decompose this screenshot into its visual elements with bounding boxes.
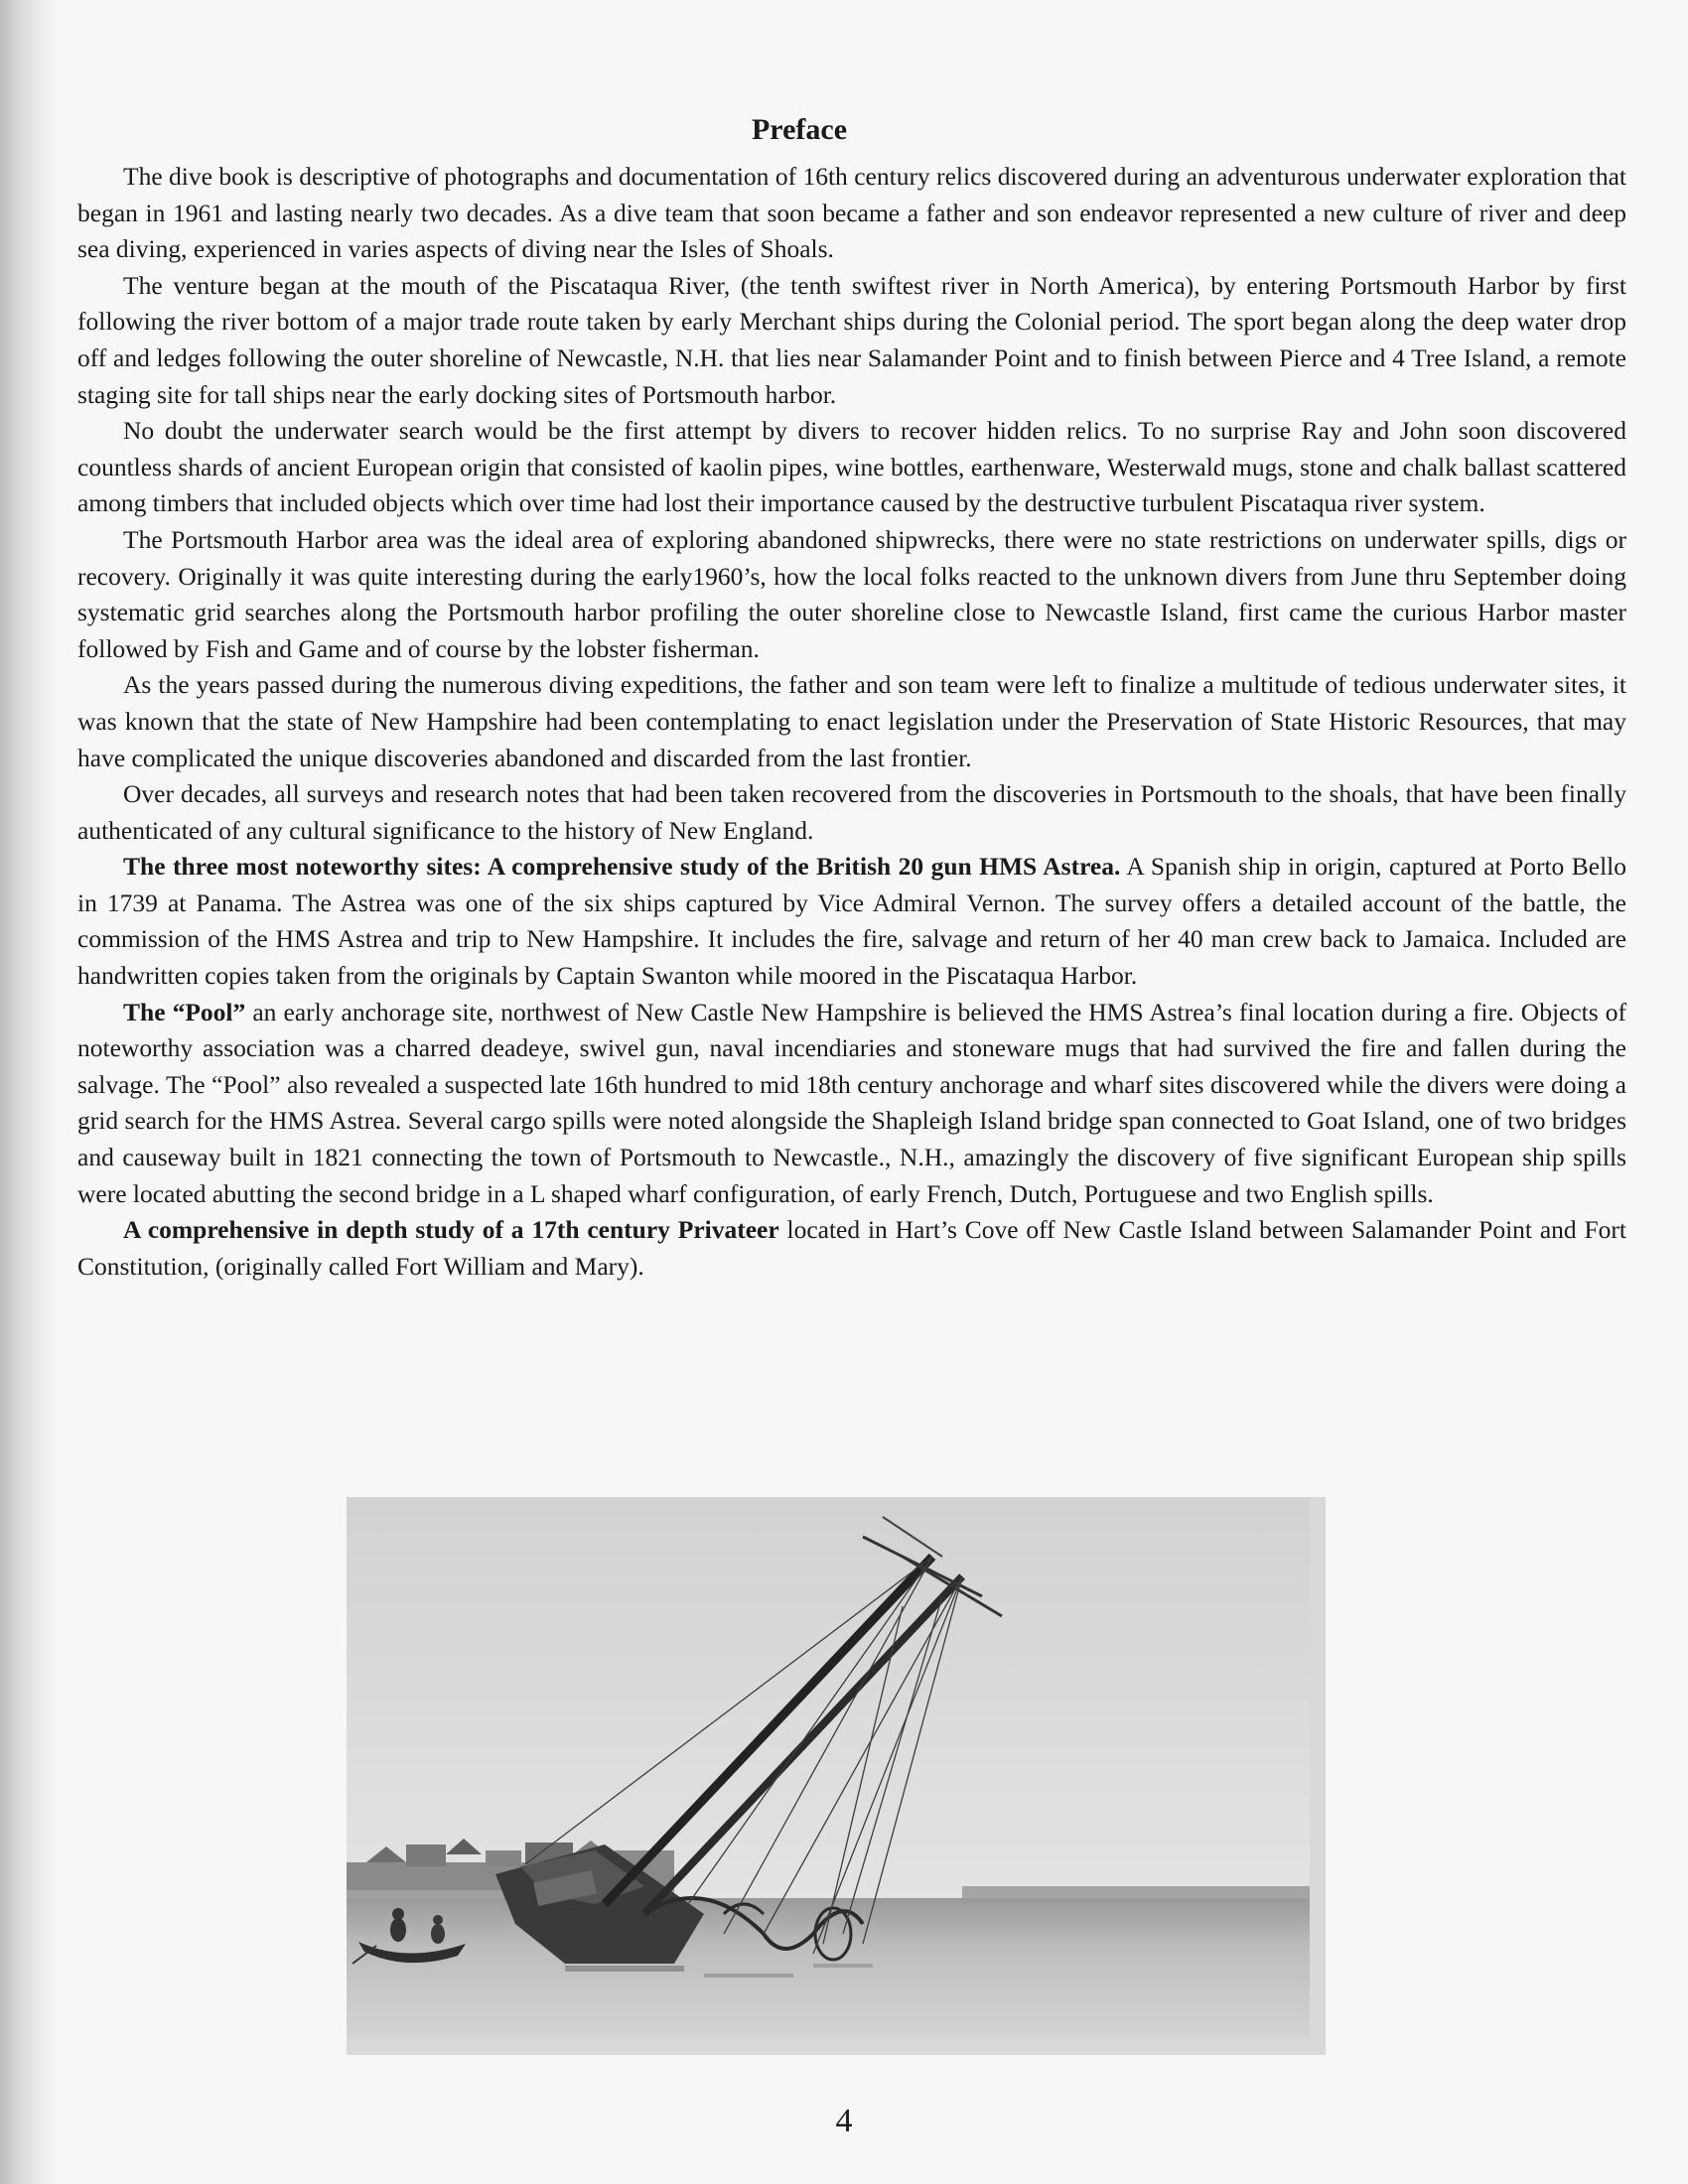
page-number: 4: [835, 2103, 853, 2139]
paragraph-years: As the years passed during the numerous diving expeditions, the father and son team were left to finalize a multitude of tedious underwater sites, it was known that the state of New Hampshire had been contemplating to enact legislation under the Preservation of State Historic Resources, that may have complicated the unique discoveries abandoned and discarded from the last frontier.: [77, 670, 1626, 772]
paragraph-intro: The dive book is descriptive of photographs and documentation of 16th century relics discovered during an adventurous underwater exploration that began in 1961 and lasting nearly two decades. As a dive team that soon became a father and son endeavor represented a new culture of river and deep sea diving, experienced in varies aspects of diving near the Isles of Shoals.: [77, 162, 1626, 264]
photo-frame: [347, 1497, 1326, 2055]
paragraph-privateer: A comprehensive in depth study of a 17th century Privateer located in Hart’s Cove off New Castle Island between Salamander Point and Fort Constitution, (originally called Fort William and Mary).: [77, 1215, 1626, 1281]
paragraph-venture: The venture began at the mouth of the Piscataqua River, (the tenth swiftest river in North America), by entering Portsmouth Harbor by first following the river bottom of a major trade route taken by early Merchant ships during the Colonial period. The sport began along the deep water drop off and ledges following the outer shoreline of Newcastle, N.H. that lies near Salamander Point and to finish between Pierce and 4 Tree Island, a remote staging site for tall ships near the early docking sites of Portsmouth harbor.: [77, 270, 1626, 409]
paragraph-search: No doubt the underwater search would be the first attempt by divers to recover hidden relics. To no surprise Ray and John soon discovered countless shards of ancient European origin that consisted of kaolin pipes, wine bottles, earthenware, Westerwald mugs, stone and chalk ballast scattered among timbers that included objects which over time had lost their importance caused by the destructive turbulent Piscataqua river system.: [77, 416, 1626, 518]
shipwreck-illustration: [347, 1497, 1310, 2039]
page-binding-shadow: [0, 0, 60, 2184]
paragraph-pool: The “Pool” an early anchorage site, northwest of New Castle New Hampshire is believed the HMS Astrea’s final location during a fire. Objects of noteworthy association was a charred deadeye, swivel gun, naval incendiaries and stoneware mugs that had survived the fire and fallen during the salvage. The “Pool” also revealed a suspected late 16th hundred to mid 18th century anchorage and wharf sites discovered while the divers were doing a grid search for the HMS Astrea. Several cargo spills were noted alongside the Shapleigh Island bridge span connected to Goat Island, one of two bridges and causeway built in 1821 connecting the town of Portsmouth to Newcastle., N.H., amazingly the discovery of five significant European ship spills were located abutting the second bridge in a L shaped wharf configuration, of early French, Dutch, Portuguese and two English spills.: [77, 997, 1627, 1208]
page-title: Preface: [751, 113, 848, 147]
preface-body: [77, 159, 1626, 1285]
paragraph-astrea: The three most noteworthy sites: A comprehensive study of the British 20 gun HMS Astrea. A Spanish ship in origin, captured at Porto Bello in 1739 at Panama. The Astrea was one of the six ships captured by Vice Admiral Vernon. The survey offers a detailed account of the battle, the commission of the HMS Astrea and trip to New Hampshire. It includes the fire, salvage and return of her 40 man crew back to Jamaica. Included are handwritten copies taken from the originals by Captain Swanton while moored in the Piscataqua Harbor.: [77, 852, 1626, 991]
paragraph-harbor: The Portsmouth Harbor area was the ideal area of exploring abandoned shipwrecks, there were no state restrictions on underwater spills, digs or recovery. Originally it was quite interesting during the early1960’s, how the local folks reacted to the unknown divers from June thru September doing systematic grid searches along the Portsmouth harbor profiling the outer shoreline close to Newcastle Island, first came the curious Harbor master followed by Fish and Game and of course by the lobster fisherman.: [77, 524, 1626, 663]
paragraph-decades: Over decades, all surveys and research notes that had been taken recovered from the discoveries in Portsmouth to the shoals, that have been finally authenticated of any cultural significance to the history of New England.: [77, 779, 1626, 845]
shipwreck-photo: [347, 1497, 1310, 2039]
far-shore: [962, 1886, 1310, 1898]
